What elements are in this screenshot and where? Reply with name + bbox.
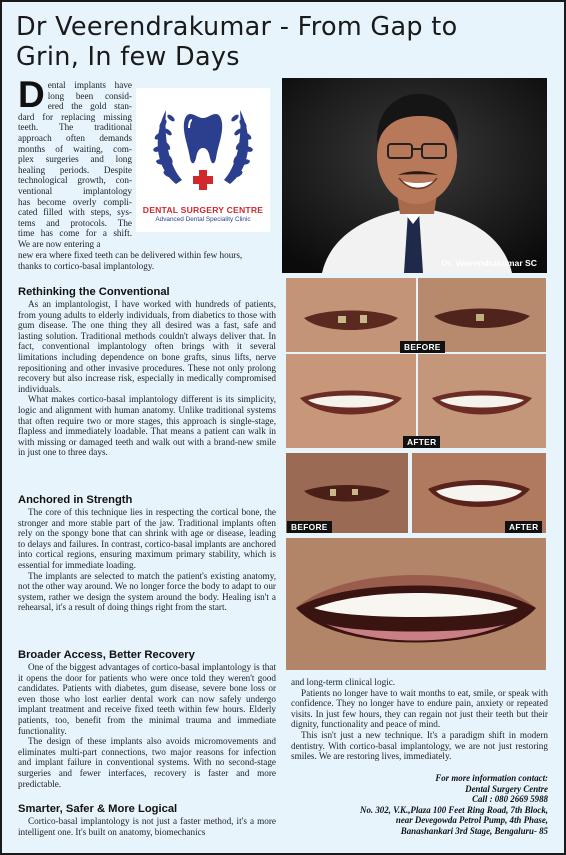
continued-paragraph-3: This isn't just a new technique. It's a paradigm shift in modern dentistry. With cortico-basal implantology, we are not just restoring smiles. We are restoring lives, immediately.	[291, 729, 548, 762]
section-continued	[291, 677, 548, 762]
before-tag-1: BEFORE	[400, 341, 445, 353]
smarter-paragraph-1: Cortico-basal implantology is not just a faster method, it's a more intelligent one. It's built on anatomy, biomechanics	[18, 816, 276, 837]
doctor-photo	[282, 78, 547, 273]
section-title-broader: Broader Access, Better Recovery	[18, 649, 195, 661]
after-tag-2: AFTER	[505, 521, 542, 533]
anchored-paragraph-2: The implants are selected to match the patient's existing anatomy, not the other way around. We no longer force the body to adapt to our system, rather we design the system around the body. Healing isn't a rehearsal, it's a result of doing things right from the start.	[18, 570, 276, 613]
intro-line: time has come for a shift.	[18, 228, 132, 239]
section-anchored	[18, 494, 276, 613]
intro-line: technological growth, con-	[18, 175, 132, 186]
section-broader	[18, 649, 276, 789]
intro-line: plex surgeries and long	[18, 154, 132, 165]
clinic-logo	[136, 88, 270, 232]
after-photo-2	[418, 354, 546, 448]
intro-line: ental implants have	[47, 80, 132, 90]
contact-name: Dental Surgery Centre	[465, 783, 548, 794]
section-title-anchored: Anchored in Strength	[18, 494, 133, 506]
smile-closeup-image	[286, 538, 546, 670]
continued-paragraph-1: and long-term clinical logic.	[291, 677, 396, 687]
intro-line: tems and protocols. The	[18, 217, 132, 228]
intro-continued	[18, 250, 276, 271]
portrait-caption: Dr. Veerendrakumar SC	[441, 258, 537, 268]
after-tag-1: AFTER	[403, 436, 440, 448]
headline-line-1: Dr Veerendrakumar - From Gap to	[16, 12, 458, 42]
intro-line: teeth. The traditional	[18, 122, 132, 133]
smile-after-image	[286, 354, 416, 448]
smile-after-image-2	[418, 354, 546, 448]
after-photo-1	[286, 354, 416, 448]
contact-phone: Call : 080 2669 5988	[472, 794, 548, 805]
intro-line: approach often demands	[18, 132, 132, 143]
intro-line: We are now entering a	[18, 238, 101, 249]
contact-block	[302, 773, 548, 837]
section-title-smarter: Smarter, Safer & More Logical	[18, 803, 178, 815]
headline-line-2: Grin, In few Days	[16, 42, 240, 72]
logo-tagline: Advanced Dental Speciality Clinic	[155, 216, 251, 223]
intro-wide-line-2: thanks to cortico-basal implantology.	[18, 260, 155, 271]
contact-address-2: near Devegowda Petrol Pump, 4th Phase,	[395, 815, 548, 826]
section-title-rethinking: Rethinking the Conventional	[18, 286, 170, 298]
broader-paragraph-2: The design of these implants also avoids micromovements and eliminates multi-part connections, two major reasons for infection and implant failure in conventional systems. With no second-stage surgeries and fewer interfaces, recovery is faster and more predictable.	[18, 736, 276, 789]
intro-wide-line-1: new era where fixed teeth can be delivered within few hours,	[18, 250, 243, 260]
doctor-portrait	[282, 78, 547, 273]
intro-line: long been consid-	[47, 90, 132, 101]
intro-line: months of waiting, com-	[18, 143, 132, 154]
before-tag-2: BEFORE	[287, 521, 332, 533]
intro-line: healing periods. Despite	[18, 164, 132, 175]
smile-before-image	[286, 278, 416, 352]
logo-name: DENTAL SURGERY CENTRE	[142, 205, 264, 215]
intro-line: cated filled with steps, sys-	[18, 207, 132, 218]
broader-paragraph-1: One of the biggest advantages of cortico-basal implantology is that it opens the door for patients who were once told they weren't good candidates. Patients with diabetes, gum disease, severe bone loss or even those who lost earlier dental work can now safely undergo implant treatment and receive fixed teeth within few hours. Elderly patients, too, benefit from the minimal trauma and immediate functionality.	[18, 662, 276, 736]
section-rethinking	[18, 286, 276, 458]
anchored-paragraph-1: The core of this technique lies in respecting the cortical bone, the stronger and more stable part of the jaw. Traditional implants often rely on the spongy bone that can shrink with age or disease, leading to delays and failures. In contrast, cortico-basal implants are anchored into cortical regions, ensuring maximum primary stability, which is essential for immediate loading.	[18, 507, 276, 570]
intro-text	[18, 74, 132, 250]
contact-address-1: No. 302, V.K.,Plaza 100 Feet Ring Road, 7th Block,	[360, 804, 548, 815]
contact-heading: For more information contact:	[435, 773, 548, 783]
before-photo-1	[286, 278, 416, 352]
intro-line: ered the gold stan-	[47, 101, 132, 112]
rethinking-paragraph-1: As an implantologist, I have worked with hundreds of patients, from young adults to elderly individuals, from diabetics to those with gum disease. The one thing they all desired was a fast, safe and lasting solution. Traditional methods couldn't always deliver that. In fact, conventional implantology often brings with it several limitations including dependence on bone grafts, sinus lifts, nerve repositioning and other invasive procedures. These not only prolong recovery but also increase risk, especially in medically compromised individuals.	[18, 299, 276, 394]
continued-paragraph-2: Patients no longer have to wait months to eat, smile, or speak with confidence. They no longer have to endure pain, anxiety or repeated visits. In just few hours, they can regain not just their teeth but their dignity, functionality and peace of mind.	[291, 687, 548, 730]
tooth-laurel-icon	[136, 88, 270, 204]
intro-line: ventional implantology	[18, 185, 132, 196]
drop-cap: D	[18, 74, 45, 115]
article-headline	[16, 12, 556, 72]
intro-line: dard for replacing missing	[18, 111, 132, 122]
closeup-photo	[286, 538, 546, 670]
contact-address-3: Banashankari 3rd Stage, Bengaluru- 85	[400, 825, 548, 836]
section-smarter	[18, 803, 276, 837]
intro-line: has become overly compli-	[18, 196, 132, 207]
rethinking-paragraph-2: What makes cortico-basal implantology different is its simplicity, logic and alignment with human anatomy. Unlike traditional systems that often require two or more stages, this approach is single-stage, flapless and immediately loadable. That means a patient can walk in with missing or damaged teeth and walk out with a brand-new smile in just one to three days.	[18, 394, 276, 458]
